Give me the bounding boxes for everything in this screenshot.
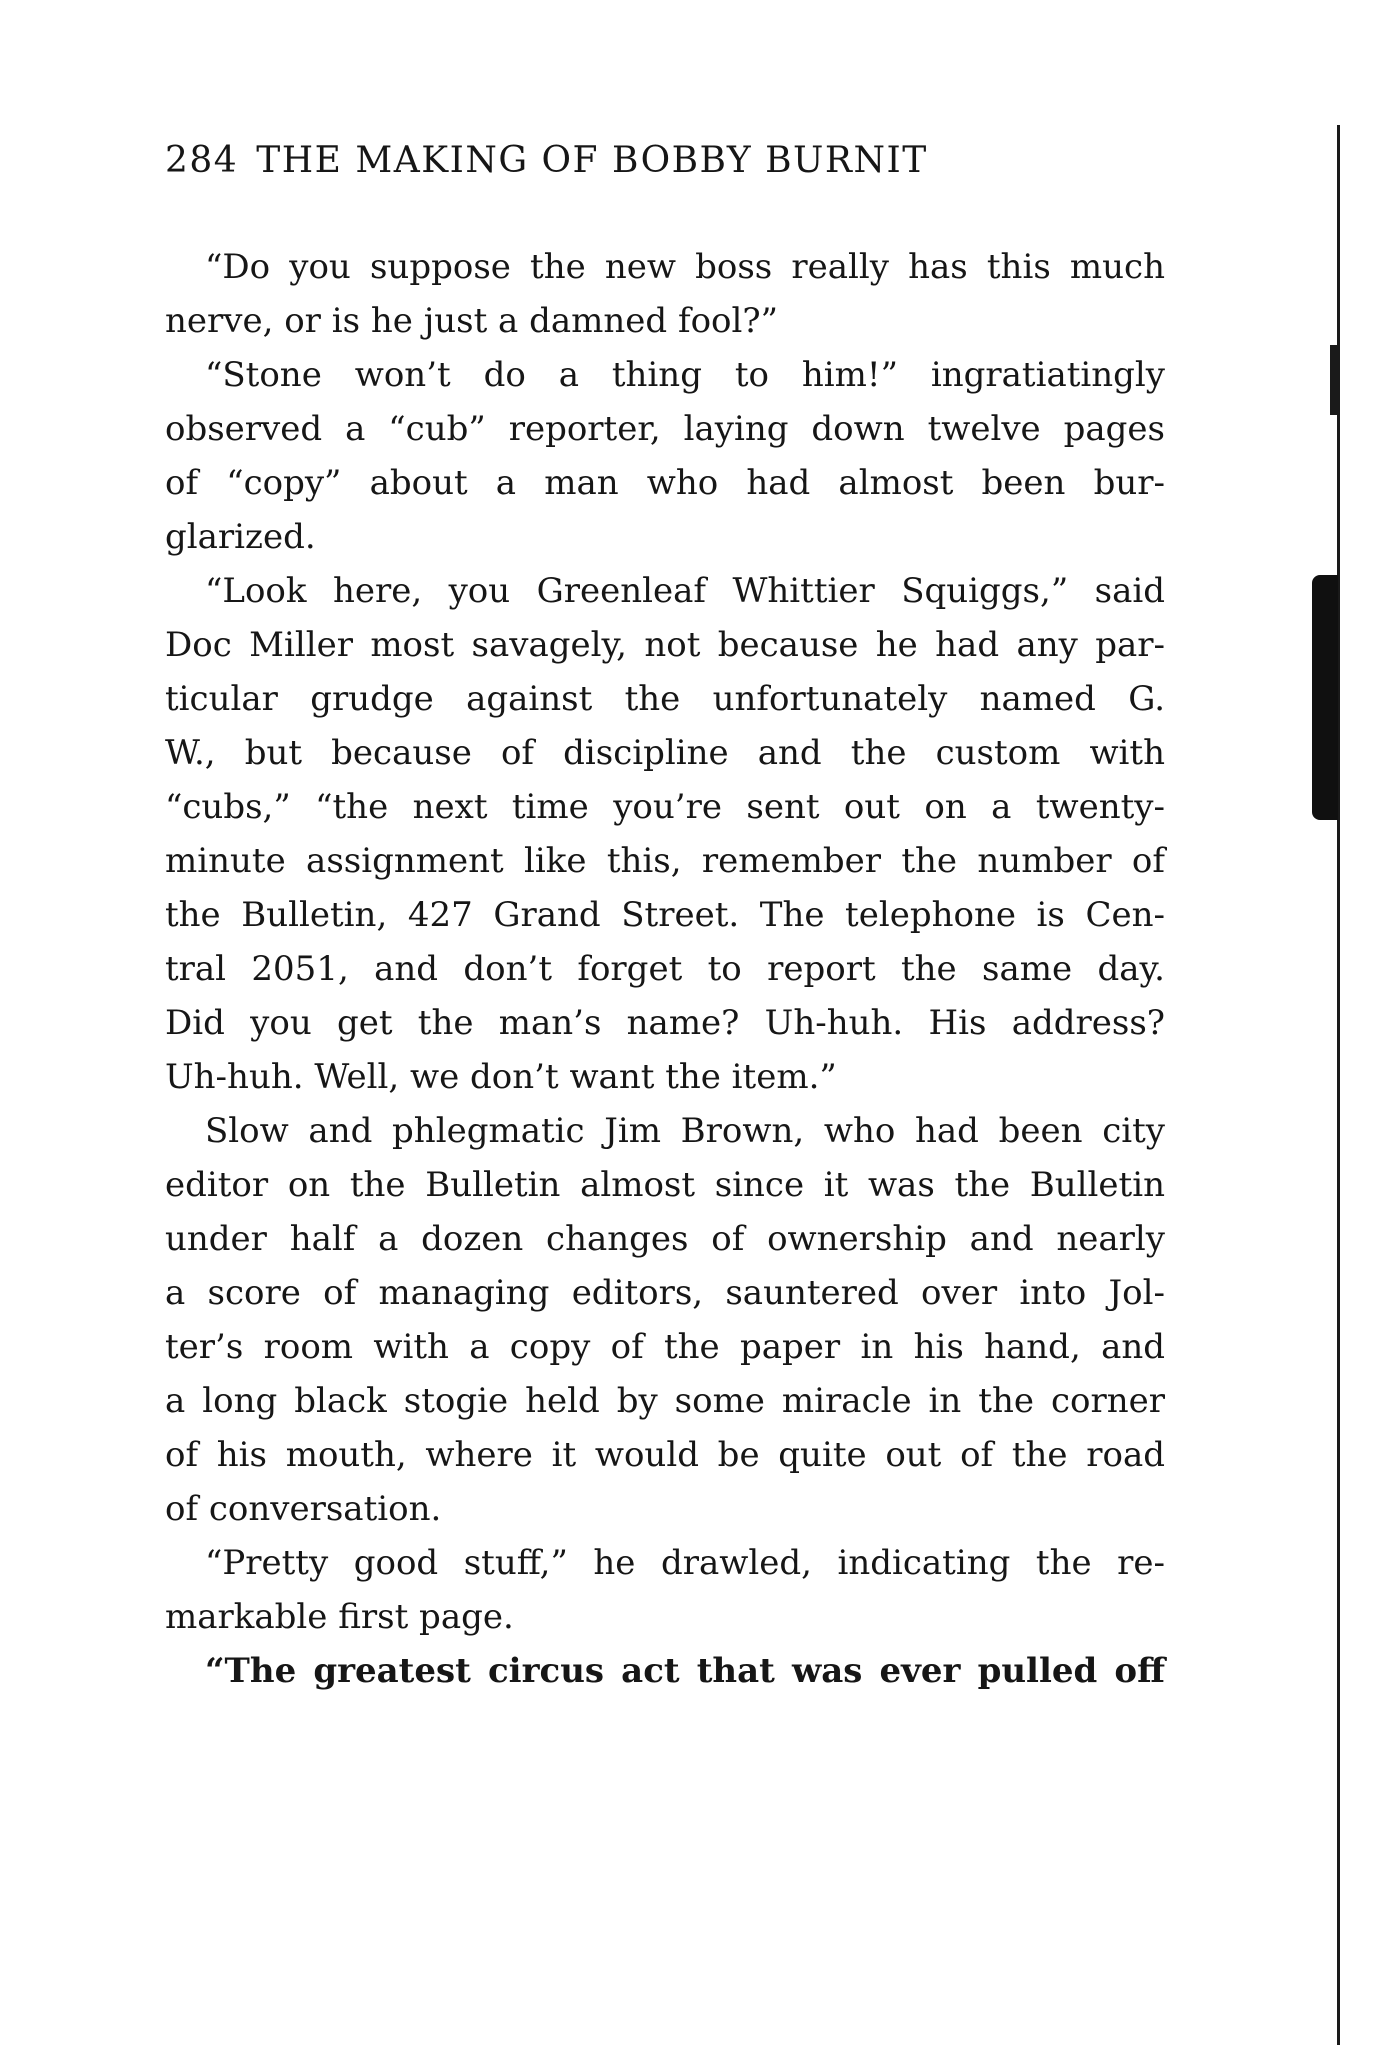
running-title: THE MAKING OF BOBBY BURNIT: [256, 140, 928, 181]
text-line: of conversation.: [165, 1489, 442, 1529]
text-line: “Pretty good stuff,” he drawled, indicating the re-: [205, 1543, 1165, 1583]
text-line: under half a dozen changes of ownership and nearly: [165, 1219, 1165, 1259]
body-text: [165, 240, 1165, 1698]
text-line: “Stone won’t do a thing to him!” ingratiatingly: [205, 355, 1165, 395]
scan-edge-blot: [1312, 575, 1338, 820]
text-line: a score of managing editors, sauntered over into Jol-: [165, 1273, 1165, 1313]
text-line: Doc Miller most savagely, not because he had any par-: [165, 625, 1165, 665]
text-line: the Bulletin, 427 Grand Street. The telephone is Cen-: [165, 895, 1165, 935]
text-line: Slow and phlegmatic Jim Brown, who had been city: [205, 1111, 1165, 1151]
text-line: nerve, or is he just a damned fool?”: [165, 301, 779, 341]
text-line: of his mouth, where it would be quite out of the road: [165, 1435, 1165, 1475]
text-line: W., but because of discipline and the custom with: [165, 733, 1165, 773]
text-line: “Look here, you Greenleaf Whittier Squiggs,” said: [205, 571, 1165, 611]
text-line: ticular grudge against the unfortunately named G.: [165, 679, 1165, 719]
text-line: Did you get the man’s name? Uh-huh. His address?: [165, 1003, 1165, 1043]
text-line: observed a “cub” reporter, laying down twelve pages: [165, 409, 1165, 449]
text-line: tral 2051, and don’t forget to report the same day.: [165, 949, 1165, 989]
text-line: Uh-huh. Well, we don’t want the item.”: [165, 1057, 837, 1097]
text-line: glarized.: [165, 517, 316, 557]
running-head: [165, 140, 928, 181]
text-line: a long black stogie held by some miracle in the corner: [165, 1381, 1165, 1421]
text-line: of “copy” about a man who had almost been bur-: [165, 463, 1165, 503]
text-line: markable first page.: [165, 1597, 514, 1637]
text-line: editor on the Bulletin almost since it was the Bulletin: [165, 1165, 1165, 1205]
text-line: “cubs,” “the next time you’re sent out on a twenty-: [165, 787, 1165, 827]
page-number: 284: [165, 140, 239, 181]
text-line: “Do you suppose the new boss really has this much: [205, 247, 1165, 287]
text-line: minute assignment like this, remember the number of: [165, 841, 1165, 881]
text-line: “The greatest circus act that was ever pulled off: [205, 1651, 1165, 1691]
text-line: ter’s room with a copy of the paper in his hand, and: [165, 1327, 1165, 1367]
scan-edge-mark: [1330, 345, 1338, 415]
